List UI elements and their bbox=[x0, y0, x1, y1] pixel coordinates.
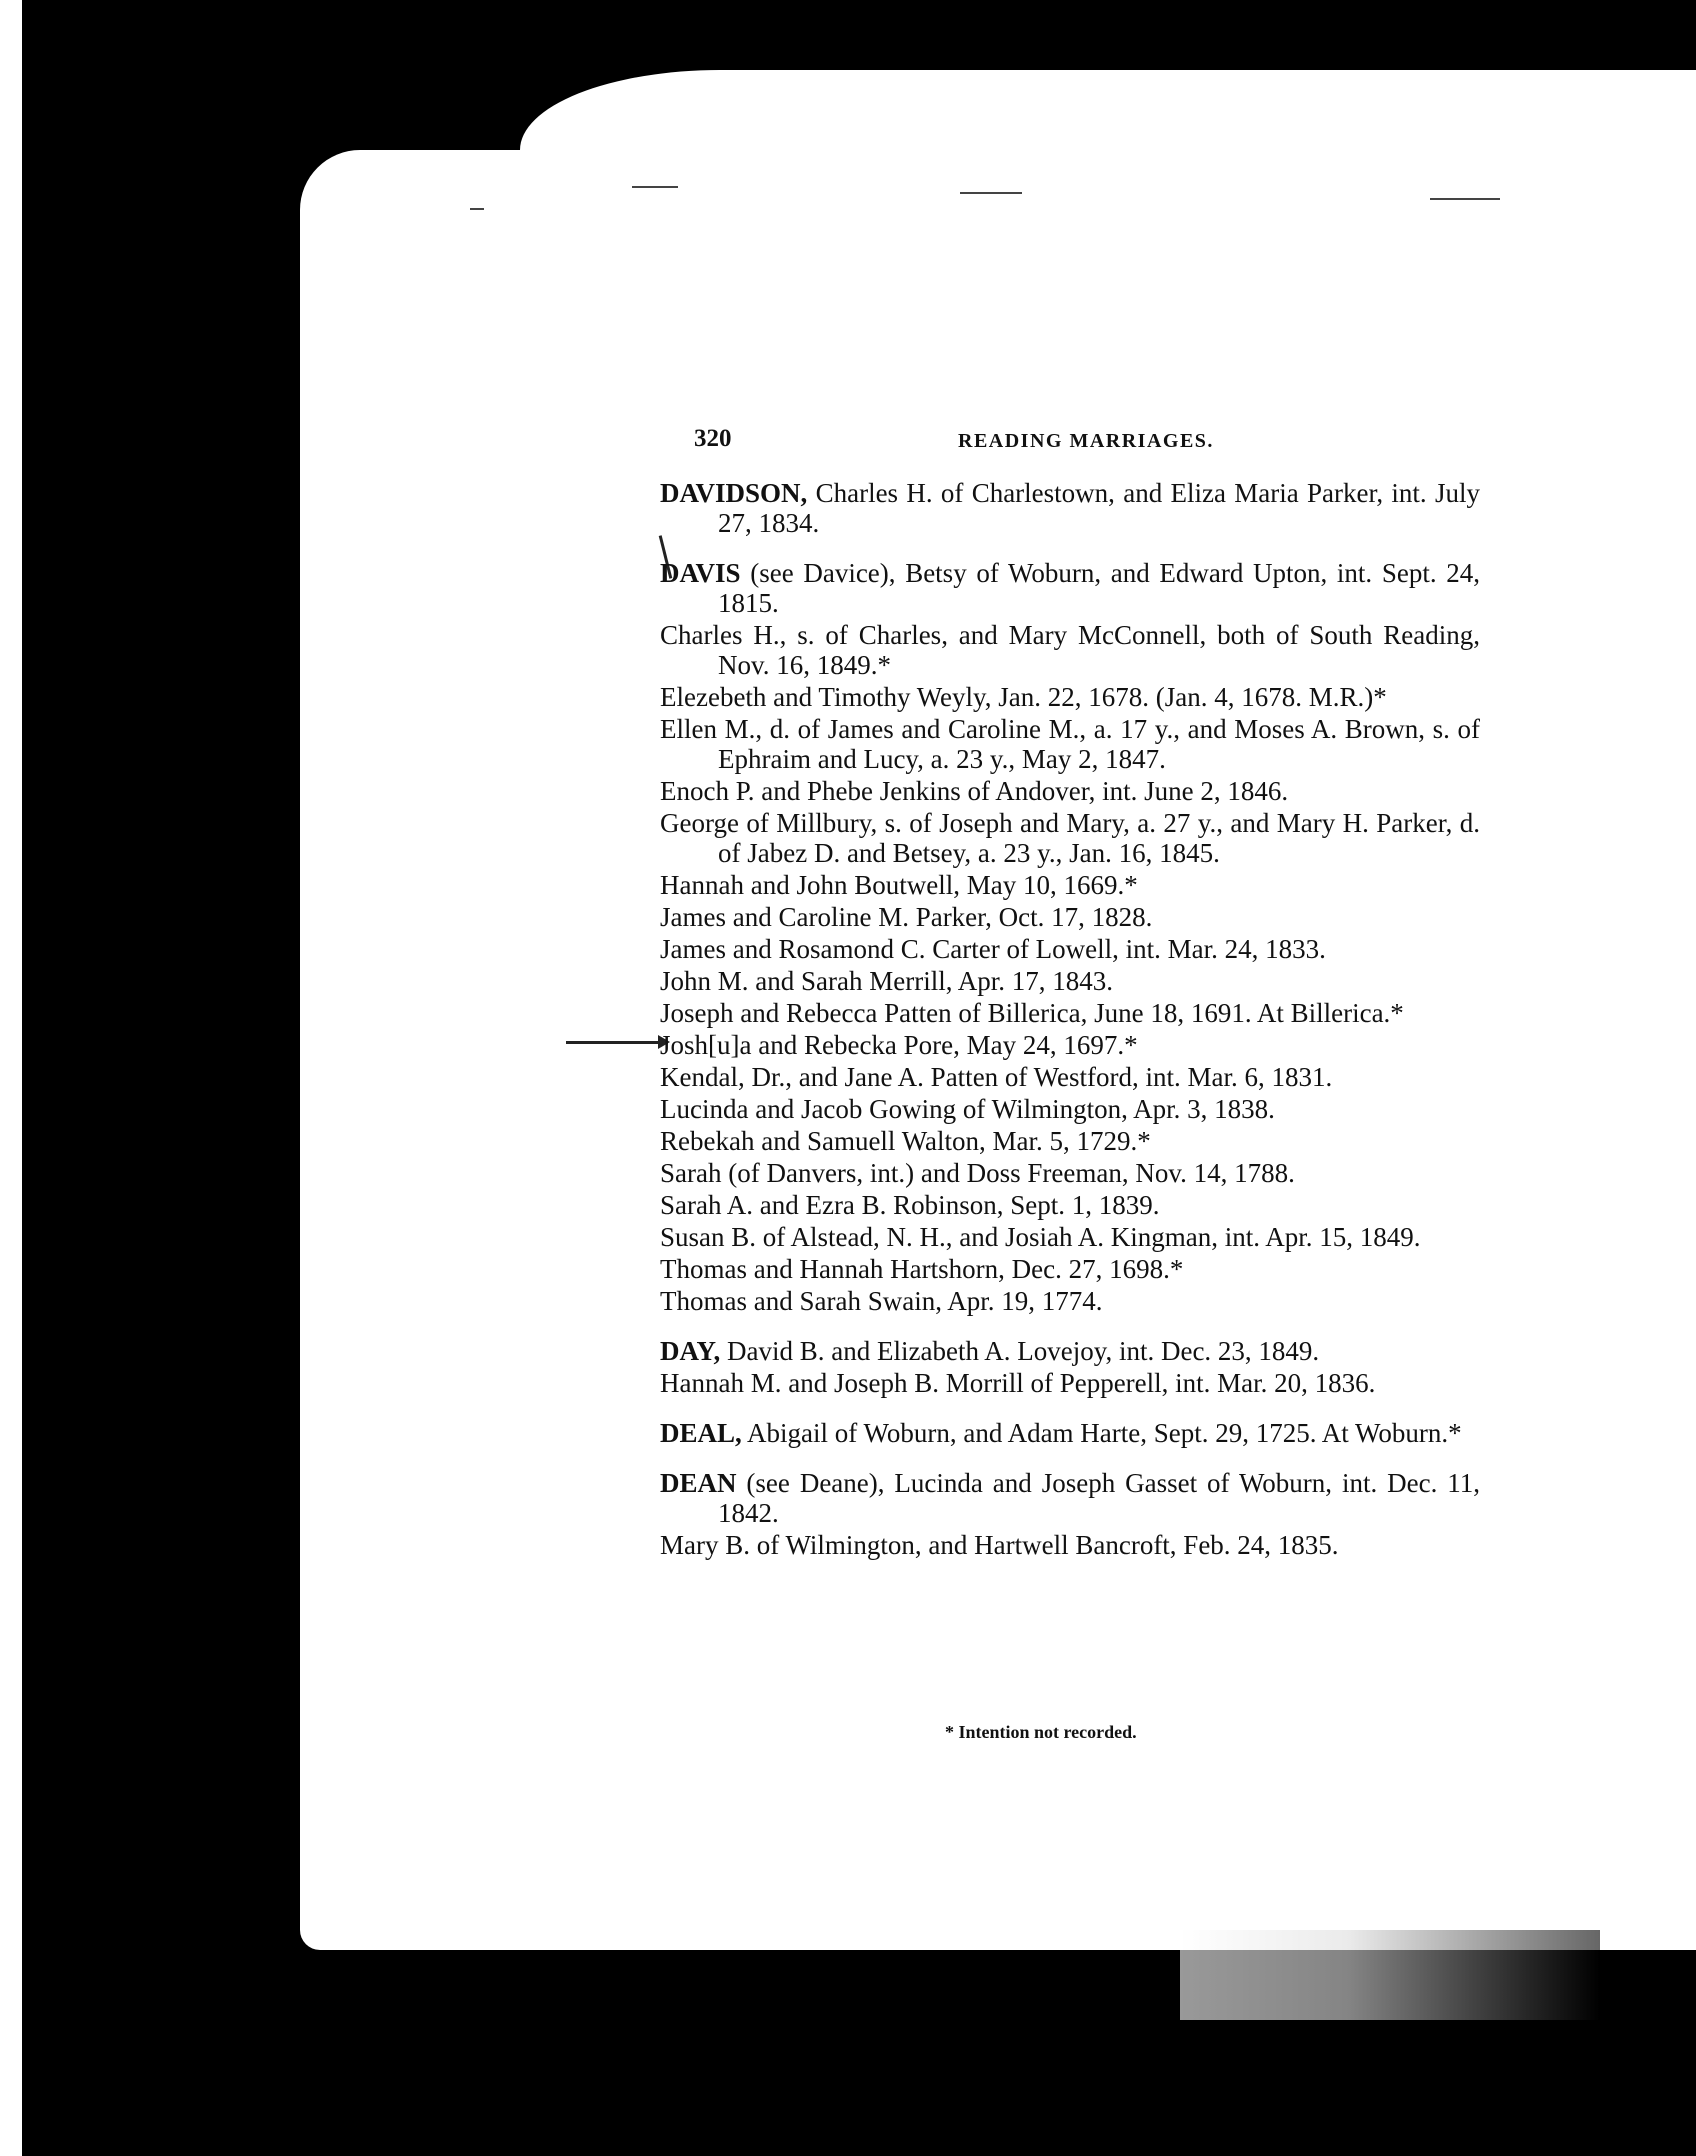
scan-edge-top bbox=[520, 70, 1696, 160]
entry-text: Kendal, Dr., and Jane A. Patten of Westford, int. Mar. 6, 1831. bbox=[660, 1062, 1333, 1092]
entry-text: Abigail of Woburn, and Adam Harte, Sept. 29, 1725. At Woburn.* bbox=[741, 1418, 1462, 1448]
marriage-entry bbox=[660, 1286, 1480, 1316]
marriage-entry bbox=[660, 934, 1480, 964]
surname-heading: DEAN bbox=[660, 1468, 737, 1498]
marriage-entry bbox=[660, 682, 1480, 712]
surname-heading: DAY, bbox=[660, 1336, 721, 1366]
entry-text: Thomas and Sarah Swain, Apr. 19, 1774. bbox=[660, 1286, 1103, 1316]
margin-arrow-icon bbox=[566, 1041, 668, 1044]
scan-margin bbox=[0, 0, 22, 2156]
entry-text: Sarah A. and Ezra B. Robinson, Sept. 1, 1839. bbox=[660, 1190, 1160, 1220]
entry-text: Lucinda and Jacob Gowing of Wilmington, Apr. 3, 1838. bbox=[660, 1094, 1275, 1124]
entry-text: Charles H., s. of Charles, and Mary McConnell, both of South Reading, Nov. 16, 1849.* bbox=[660, 620, 1480, 680]
marriage-entry bbox=[660, 558, 1480, 618]
marriage-entry bbox=[660, 966, 1480, 996]
scan-mark bbox=[632, 186, 678, 188]
marriage-entry bbox=[660, 620, 1480, 680]
entry-text: Josh[u]a and Rebecka Pore, May 24, 1697.* bbox=[660, 1030, 1138, 1060]
entry-group bbox=[660, 1336, 1480, 1398]
marriage-entry bbox=[660, 1254, 1480, 1284]
marriage-entry bbox=[660, 478, 1480, 538]
marriage-entry bbox=[660, 1222, 1480, 1252]
entry-text: Charles H. of Charlestown, and Eliza Maria Parker, int. July 27, 1834. bbox=[718, 478, 1480, 538]
entry-text: (see Davice), Betsy of Woburn, and Edward Upton, int. Sept. 24, 1815. bbox=[718, 558, 1480, 618]
marriage-entry bbox=[660, 1094, 1480, 1124]
entry-text: Susan B. of Alstead, N. H., and Josiah A. Kingman, int. Apr. 15, 1849. bbox=[660, 1222, 1421, 1252]
page-number: 320 bbox=[694, 425, 732, 452]
entry-text: David B. and Elizabeth A. Lovejoy, int. Dec. 23, 1849. bbox=[720, 1336, 1320, 1366]
marriage-entry bbox=[660, 1368, 1480, 1398]
marriage-entry-highlighted bbox=[660, 998, 1480, 1028]
surname-heading: DEAL, bbox=[660, 1418, 742, 1448]
marriage-entry bbox=[660, 1336, 1480, 1366]
marriage-entry bbox=[660, 1126, 1480, 1156]
scan-smudge bbox=[1180, 1930, 1600, 2020]
entry-group bbox=[660, 478, 1480, 538]
surname-heading: DAVIDSON, bbox=[660, 478, 808, 508]
marriage-entry bbox=[660, 1468, 1480, 1528]
entry-text: Rebekah and Samuell Walton, Mar. 5, 1729.* bbox=[660, 1126, 1151, 1156]
entry-text: Hannah M. and Joseph B. Morrill of Pepperell, int. Mar. 20, 1836. bbox=[660, 1368, 1376, 1398]
marriage-entry bbox=[660, 1418, 1480, 1448]
marriage-entry bbox=[660, 1190, 1480, 1220]
marriage-entry bbox=[660, 1030, 1480, 1060]
scan-mark bbox=[1430, 198, 1500, 200]
entry-group bbox=[660, 558, 1480, 1316]
scan-mark bbox=[960, 192, 1022, 194]
marriage-entry bbox=[660, 902, 1480, 932]
entry-text: Sarah (of Danvers, int.) and Doss Freeman, Nov. 14, 1788. bbox=[660, 1158, 1295, 1188]
running-head: READING MARRIAGES. bbox=[958, 430, 1214, 452]
entry-group bbox=[660, 1418, 1480, 1448]
marriage-entry bbox=[660, 776, 1480, 806]
entry-text: Hannah and John Boutwell, May 10, 1669.* bbox=[660, 870, 1138, 900]
surname-heading: DAVIS bbox=[660, 558, 741, 588]
marriage-entry bbox=[660, 870, 1480, 900]
scan-mark bbox=[470, 208, 484, 210]
entry-text: James and Caroline M. Parker, Oct. 17, 1828. bbox=[660, 902, 1153, 932]
entry-group bbox=[660, 1468, 1480, 1560]
footnote: * Intention not recorded. bbox=[945, 1722, 1137, 1742]
entry-text: (see Deane), Lucinda and Joseph Gasset of Woburn, int. Dec. 11, 1842. bbox=[718, 1468, 1480, 1528]
entry-text: George of Millbury, s. of Joseph and Mary, a. 27 y., and Mary H. Parker, d. of Jabez D. and Betsey, a. 23 y., Jan. 16, 1845. bbox=[660, 808, 1480, 868]
entry-text: John M. and Sarah Merrill, Apr. 17, 1843. bbox=[660, 966, 1113, 996]
entry-text: Mary B. of Wilmington, and Hartwell Bancroft, Feb. 24, 1835. bbox=[660, 1530, 1339, 1560]
entry-text: Joseph and Rebecca Patten of Billerica, June 18, 1691. At Billerica.* bbox=[660, 998, 1404, 1028]
entry-text: Enoch P. and Phebe Jenkins of Andover, int. June 2, 1846. bbox=[660, 776, 1289, 806]
entry-text: Ellen M., d. of James and Caroline M., a. 17 y., and Moses A. Brown, s. of Ephraim and Lucy, a. 23 y., May 2, 1847. bbox=[660, 714, 1480, 774]
entry-text: Thomas and Hannah Hartshorn, Dec. 27, 1698.* bbox=[660, 1254, 1184, 1284]
entry-text: James and Rosamond C. Carter of Lowell, int. Mar. 24, 1833. bbox=[660, 934, 1326, 964]
marriage-entry bbox=[660, 1158, 1480, 1188]
entry-text: Elezebeth and Timothy Weyly, Jan. 22, 1678. (Jan. 4, 1678. M.R.)* bbox=[660, 682, 1387, 712]
marriage-entry bbox=[660, 1530, 1480, 1560]
marriage-entry bbox=[660, 714, 1480, 774]
marriage-entry bbox=[660, 1062, 1480, 1092]
marriage-entry bbox=[660, 808, 1480, 868]
marriage-entries bbox=[660, 478, 1480, 1580]
